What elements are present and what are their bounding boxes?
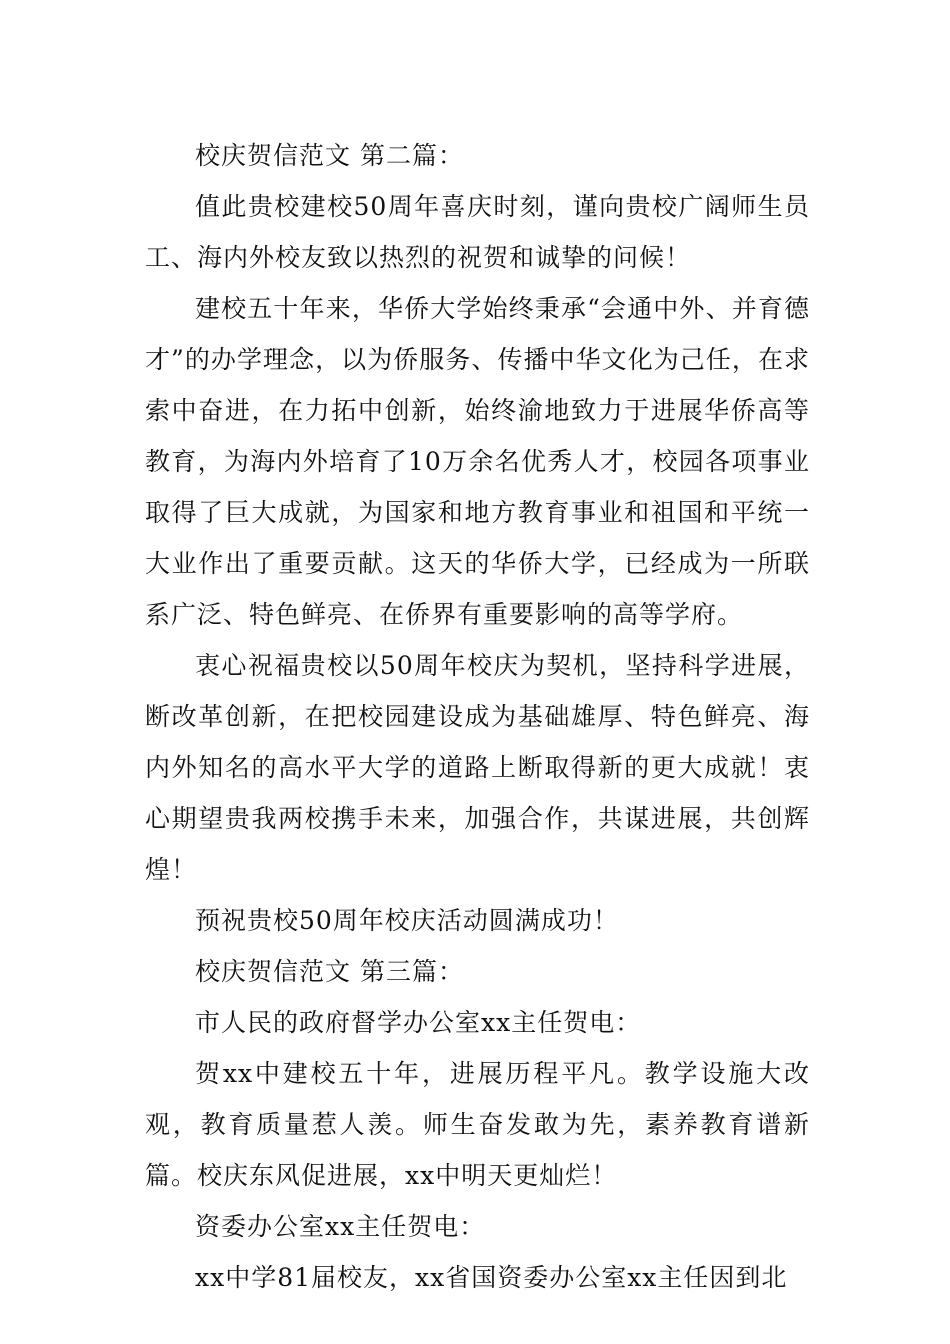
- paragraph-history: 建校五十年来，华侨大学始终秉承“会通中外、并育德才”的办学理念，以为侨服务、传播中华文化为己任，在求索中奋进，在力拓中创新，始终渝地致力于进展华侨高等教育，为海内外培育了10万余名优秀人才，校园各项事业取得了巨大成就，为国家和地方教育事业和祖国和平统一大业作出了重要贡献。这天的华侨大学，已经成为一所联系广泛、特色鲜亮、在侨界有重要影响的高等学府。: [145, 294, 810, 629]
- paragraph-telegram-2-body: xx中学81届校友，xx省国资委办公室xx主任因到北: [195, 1263, 788, 1292]
- section-heading-3: 校庆贺信范文 第三篇：: [195, 957, 464, 986]
- paragraph-success: 预祝贵校50周年校庆活动圆满成功！: [195, 906, 619, 935]
- paragraph-wishes: 衷心祝福贵校以50周年校庆为契机，坚持科学进展，断改革创新，在把校园建设成为基础雄厚、特色鲜亮、海内外知名的高水平大学的道路上断取得新的更大成就！衷心期望贵我两校携手未来，加强合作，共谋进展，共创辉煌！: [145, 651, 810, 884]
- paragraph-telegram-1-body: 贺xx中建校五十年，进展历程平凡。教学设施大改观，教育质量惹人羡。师生奋发敢为先，素养教育谱新篇。校庆东风促进展，xx中明天更灿烂！: [145, 1059, 810, 1190]
- paragraph-telegram-1-title: 市人民的政府督学办公室xx主任贺电：: [195, 1008, 642, 1037]
- document-body: [145, 130, 810, 1303]
- paragraph-telegram-2-title: 资委办公室xx主任贺电：: [195, 1212, 486, 1241]
- paragraph-greeting: 值此贵校建校50周年喜庆时刻，谨向贵校广阔师生员工、海内外校友致以热烈的祝贺和诚挚的问候！: [145, 192, 810, 272]
- section-heading-2: 校庆贺信范文 第二篇：: [195, 141, 464, 170]
